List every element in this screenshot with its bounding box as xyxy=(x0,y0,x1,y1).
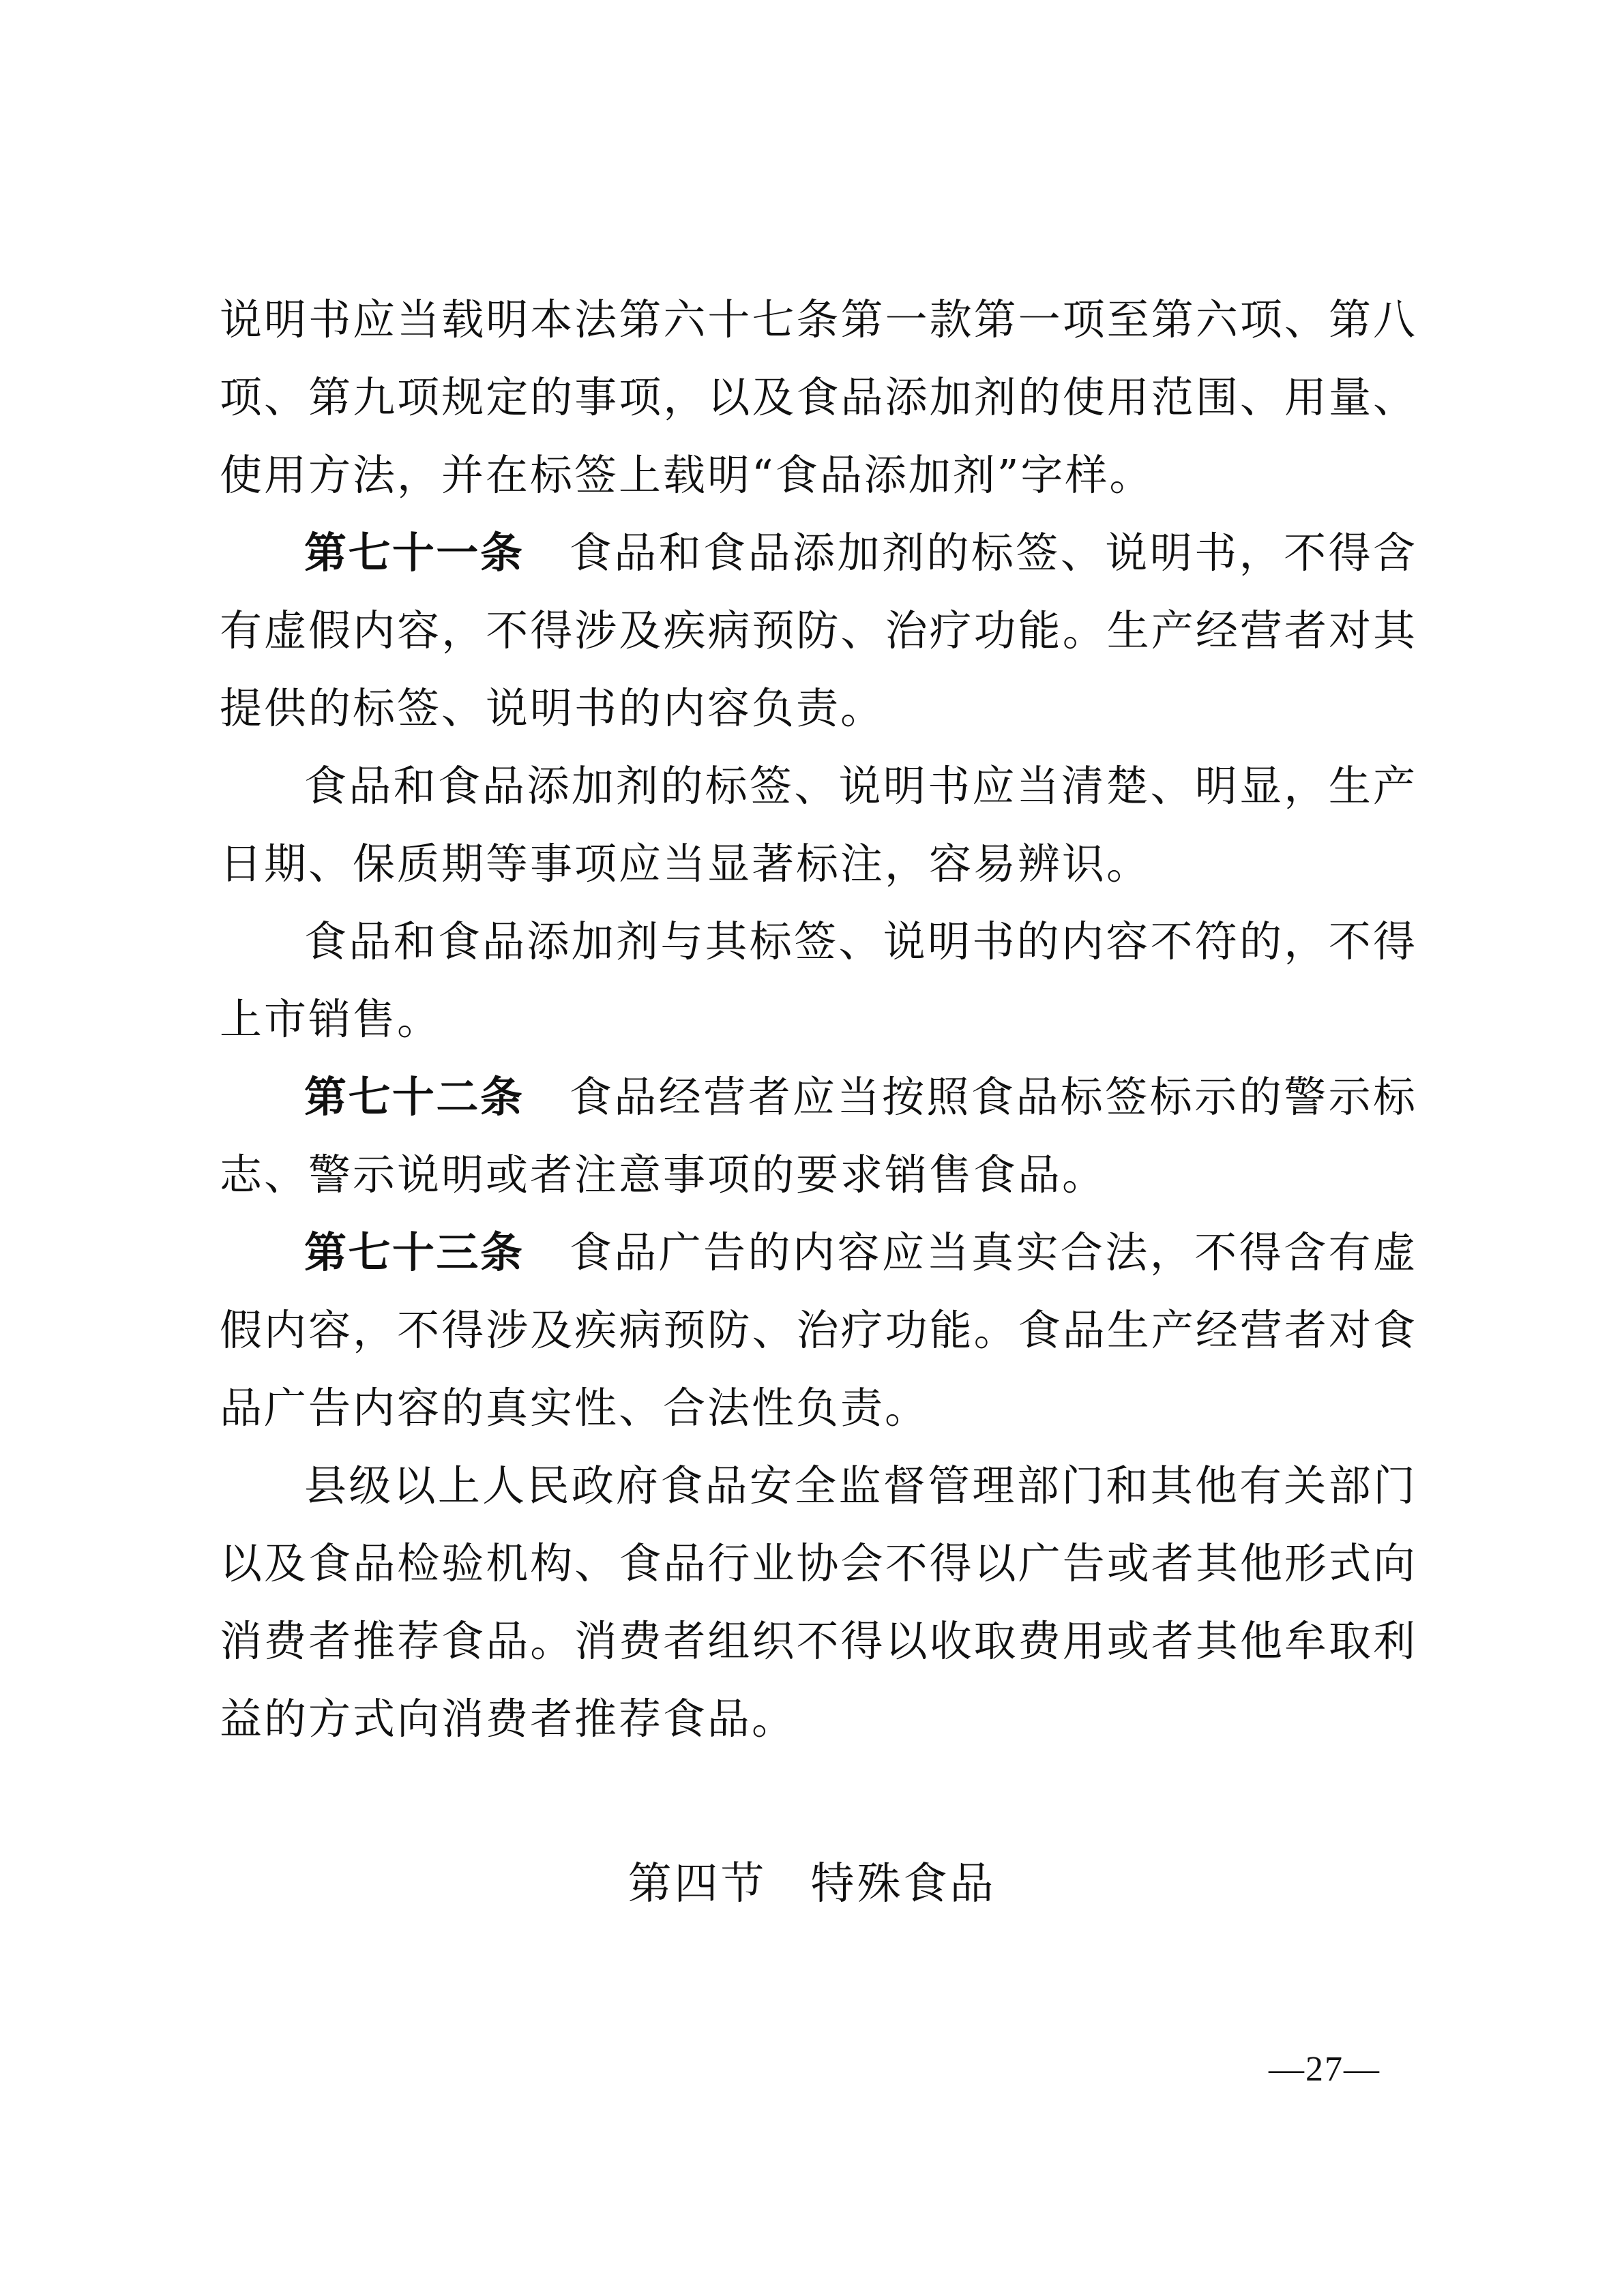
paragraph-text: 说明书应当载明本法第六十七条第一款第一项至第六项、第八项、第九项规定的事项，以及食品添加剂的使用范围、用量、使用方法，并在标签上载明“食品添加剂”字样。 xyxy=(220,295,1417,500)
article-number: 第七十二条 xyxy=(304,1072,525,1122)
paragraph-continuation xyxy=(220,281,1417,514)
article-71-paragraph-2 xyxy=(220,747,1417,903)
article-72 xyxy=(220,1058,1417,1214)
section-name: 特殊食品 xyxy=(810,1859,996,1909)
article-71-paragraph-3 xyxy=(220,903,1417,1058)
paragraph-text: 食品经营者应当按照食品标签标示的警示标志、警示说明或者注意事项的要求销售食品。 xyxy=(220,1072,1417,1199)
section-heading xyxy=(0,1853,1624,1915)
paragraph-text: 食品和食品添加剂与其标签、说明书的内容不符的，不得上市销售。 xyxy=(220,916,1417,1044)
article-73 xyxy=(220,1214,1417,1447)
page-number: —27— xyxy=(1269,2050,1381,2089)
article-73-paragraph-2 xyxy=(220,1447,1417,1758)
paragraph-text: 食品和食品添加剂的标签、说明书，不得含有虚假内容，不得涉及疾病预防、治疗功能。生产经营者对其提供的标签、说明书的内容负责。 xyxy=(220,528,1417,733)
article-number: 第七十三条 xyxy=(304,1227,525,1277)
article-number: 第七十一条 xyxy=(304,528,525,578)
paragraph-text: 县级以上人民政府食品安全监督管理部门和其他有关部门以及食品检验机构、食品行业协会不得以广告或者其他形式向消费者推荐食品。消费者组织不得以收取费用或者其他牟取利益的方式向消费者推荐食品。 xyxy=(220,1461,1417,1744)
paragraph-text: 食品和食品添加剂的标签、说明书应当清楚、明显，生产日期、保质期等事项应当显著标注，容易辨识。 xyxy=(220,761,1417,889)
article-71 xyxy=(220,514,1417,747)
paragraph-text: 食品广告的内容应当真实合法，不得含有虚假内容，不得涉及疾病预防、治疗功能。食品生产经营者对食品广告内容的真实性、合法性负责。 xyxy=(220,1227,1417,1433)
section-number: 第四节 xyxy=(628,1859,767,1909)
body-text xyxy=(220,281,1417,1758)
